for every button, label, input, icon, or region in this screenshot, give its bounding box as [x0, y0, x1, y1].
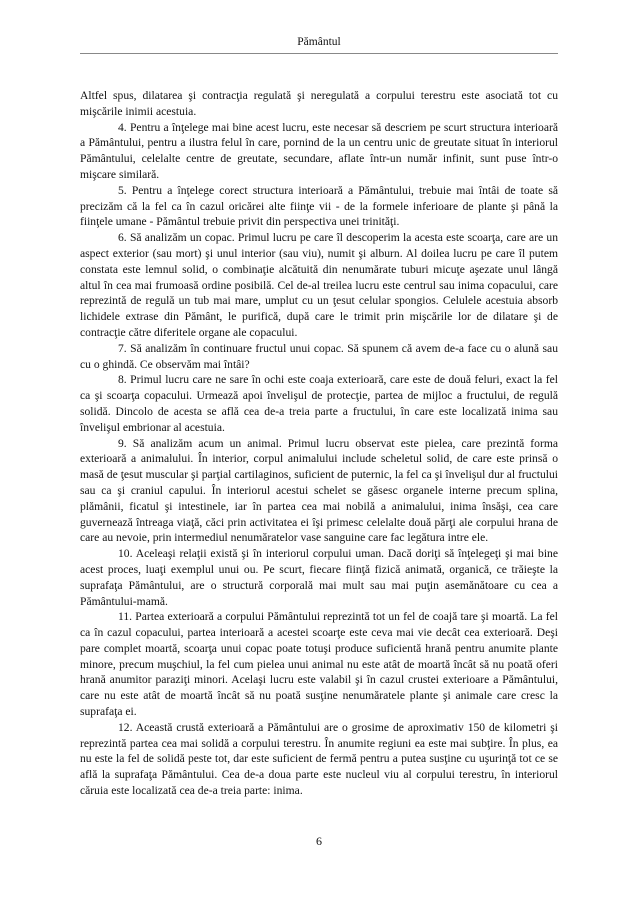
running-header: Pământul	[297, 36, 341, 48]
paragraph: Altfel spus, dilatarea şi contracţia regulată şi neregulată a corpului terestru este asociată tot cu mişcările inimii acestuia.	[80, 89, 558, 118]
paragraph: 10. Aceleaşi relaţii există şi în interiorul corpului uman. Dacă doriţi să înţelegeţi şi mai bine acest proces, luaţi exemplul unui ou. Pe scurt, fiecare fiinţă fizică animată, organică, ce trăieşte la suprafaţa Pământului, are o structură corporală mai mult sau mai puţin asemănătoare cu cea a Pământului-mamă.	[80, 547, 558, 608]
page-number: 6	[316, 834, 322, 848]
paragraph: 9. Să analizăm acum un animal. Primul lucru observat este pielea, care prezintă forma exterioară a animalului. În interior, corpul animalului include scheletul solid, de care este prinsă o masă de ţesut muscular şi parţial cartilaginos, suficient de puternic, la fel ca şi învelişul dur al fructului sau ca şi craniul capului. În interiorul acestui schelet se găsesc organele interne precum splina, plămânii, ficatul şi intestinele, iar în partea cea mai nobilă a animalului, inima însăşi, cea care guvernează întreaga viaţă, căci prin activitatea ei îşi primesc celelalte două părţi ale corpului hrana de care au nevoie, prin intermediul nenumăratelor vase sanguine care fac legătura intre ele.	[80, 436, 558, 545]
paragraph: 8. Primul lucru care ne sare în ochi este coaja exterioară, care este de două feluri, exact la fel ca şi scoarţa copacului. Urmează apoi învelişul de protecţie, partea de mijloc a fructului, de regulă solidă. Dincolo de acesta se află cea de-a treia parte a fructului, în care este localizată inima sau învelişul embrionar al acestuia.	[80, 373, 558, 434]
paragraph: 6. Să analizăm un copac. Primul lucru pe care îl descoperim la acesta este scoarţa, care are un aspect exterior (sau mort) şi unul interior (sau viu), numit şi alburn. Al doilea lucru pe care îl putem constata este lemnul solid, o combinaţie alcătuită din nenumărate tuburi micuţe aşezate unul lângă altul în cea mai frumoasă ordine posibilă. Cel de-al treilea lucru este centrul sau inima copacului, care reprezintă de regulă un tub mai mare, umplut cu un ţesut celular spongios. Celulele acestuia absorb lichidele extrase din Pământ, le purifică, după care le trimit prin mişcările lor de dilatare şi de contracţie către diferitele organe ale copacului.	[80, 231, 558, 339]
paragraph: 11. Partea exterioară a corpului Pământului reprezintă tot un fel de coajă tare şi moartă. La fel ca în cazul copacului, partea interioară a acestei scoarţe este ceva mai vie decât cea exterioară. Deşi pare complet moartă, scoarţa unui copac poate totuşi produce suficientă hrană pentru anumite plante minore, precum muşchiul, la fel cum pielea unui animal nu este atât de moartă încât să nu poată oferi hrană anumitor paraziţi minori. Acelaşi lucru este valabil şi în cazul crustei exterioare a Pământului, care nu este atât de moartă încât să nu poată susţine nenumăratele plante şi animale care cresc la suprafaţa ei.	[80, 610, 558, 719]
paragraph: 7. Să analizăm în continuare fructul unui copac. Să spunem că avem de-a face cu o alună sau cu o ghindă. Ce observăm mai întâi?	[80, 341, 558, 371]
paragraph: 5. Pentru a înţelege corect structura interioară a Pământului, trebuie mai întâi de toate să precizăm că la fel ca în cazul oricărei alte fiinţe vii - de la formele inferioare de plante şi până la fiinţele umane - Pământul trebuie privit din perspectiva unei trinităţi.	[80, 183, 558, 229]
paragraph: 12. Această crustă exterioară a Pământului are o grosime de aproximativ 150 de kilometri şi reprezintă partea cea mai solidă a corpului terestru. În anumite regiuni ea este mai subţire. În plus, ea nu este la fel de solidă peste tot, dar este suficient de fermă pentru a putea susţine cu uşurinţă tot ce se află la suprafaţa Pământului. Cea de-a doua parte este nucleul viu al corpului terestru, în interiorul căruia este localizată cea de-a treia parte: inima.	[80, 720, 558, 798]
paragraph: 4. Pentru a înţelege mai bine acest lucru, este necesar să descriem pe scurt structura interioară a Pământului, pentru a ilustra felul în care, pornind de la un centru unic de greutate situat în interiorul Pământului, celelalte centre de greutate, secundare, aflate într-un număr infinit, sunt puse într-o mişcare similară.	[80, 120, 558, 181]
page-body	[80, 88, 558, 799]
header-divider	[80, 53, 558, 54]
